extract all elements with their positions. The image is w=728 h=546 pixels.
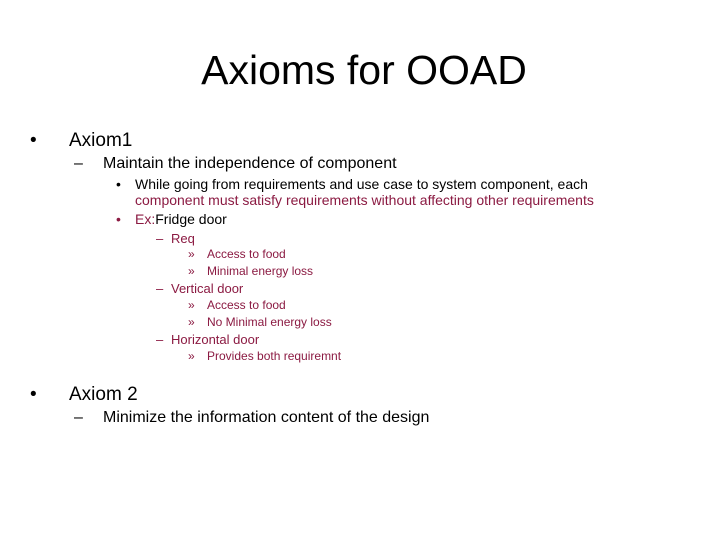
bullet-level2: –	[74, 155, 83, 172]
bullet-level3: •	[116, 176, 121, 192]
axiom1-detail-line2: component must satisfy requirements without affecting other requirements	[135, 192, 594, 208]
bullet-level5: »	[188, 349, 195, 363]
example-line	[135, 211, 227, 228]
bullet-level5: »	[188, 315, 195, 329]
bullet-level4: –	[156, 231, 164, 246]
bullet-level1: •	[30, 384, 37, 405]
bullet-level5: »	[188, 264, 195, 278]
slide-title: Axioms for OOAD	[201, 47, 527, 93]
bullet-level5: »	[188, 298, 195, 312]
axiom2-label: Axiom 2	[69, 384, 138, 405]
axiom1-label: Axiom1	[69, 130, 133, 151]
vertical-item: Access to food	[207, 298, 286, 312]
bullet-level2: –	[74, 409, 83, 426]
horizontal-door-label: Horizontal door	[171, 332, 260, 347]
bullet-level4: –	[156, 332, 164, 347]
axiom1-detail-line1: While going from requirements and use case to system component, each	[135, 176, 588, 192]
bullet-level4: –	[156, 281, 164, 296]
req-item: Minimal energy loss	[207, 264, 314, 278]
example-text: Fridge door	[155, 211, 227, 227]
bullet-level1: •	[30, 130, 37, 151]
req-item: Access to food	[207, 247, 286, 261]
vertical-door-label: Vertical door	[171, 281, 244, 296]
bullet-level5: »	[188, 247, 195, 261]
horizontal-item: Provides both requiremnt	[207, 349, 342, 363]
vertical-item: No Minimal energy loss	[207, 315, 332, 329]
bullet-level3: •	[116, 211, 121, 227]
axiom1-sub-label: Maintain the independence of component	[103, 155, 397, 172]
req-label: Req	[171, 231, 195, 246]
axiom2-sub-label: Minimize the information content of the design	[103, 409, 430, 426]
example-prefix: Ex:	[135, 211, 156, 227]
